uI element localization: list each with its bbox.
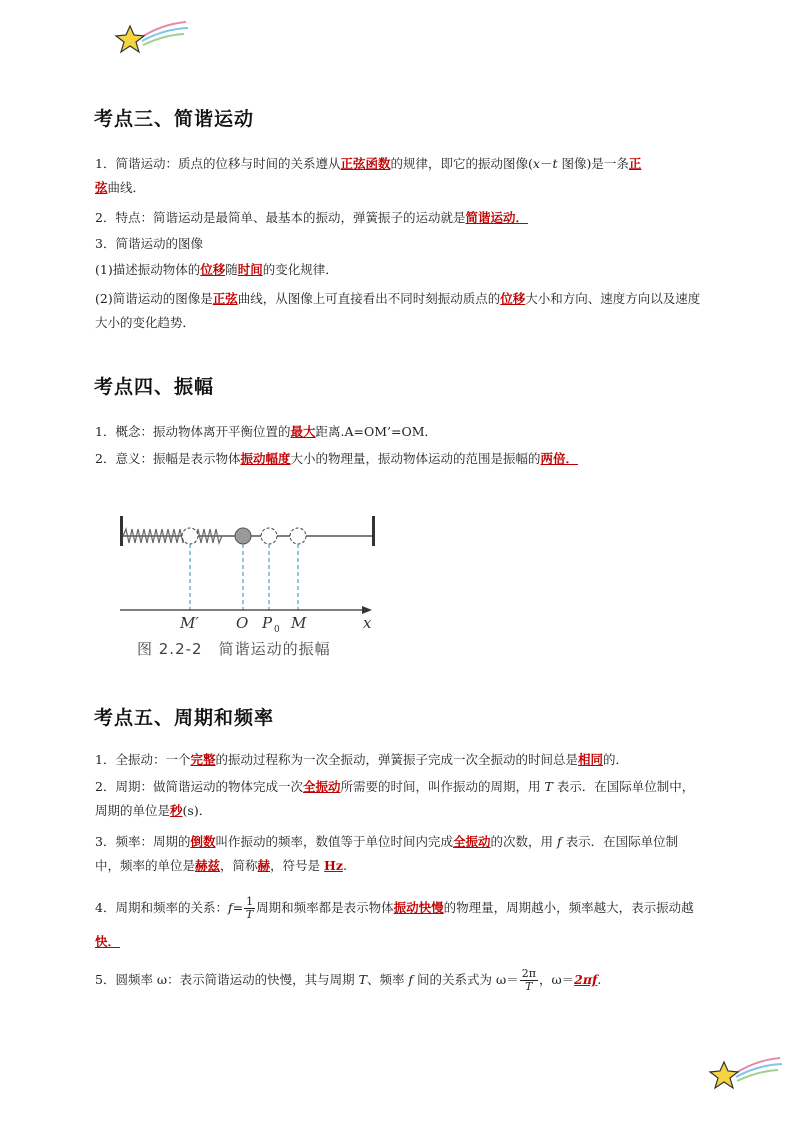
label-m-prime: M′	[180, 614, 199, 632]
oscillator-ball	[235, 528, 251, 544]
x-axis-arrow	[362, 606, 372, 614]
section5-paragraph-5: 5．圆频率 ω：表示简谐运动的快慢，其与周期 T、频率 f 间的关系式为 ω＝ $\frac{2\pi}{T}$ ，ω＝2πf.	[95, 967, 602, 993]
label-p-subscript: 0	[274, 625, 280, 635]
section3-paragraph-1: 1．简谐运动：质点的位移与时间的关系遵从正弦函数的规律，即它的振动图像(x－t 图像)是一条正 弦曲线．	[95, 156, 642, 195]
shooting-star-icon	[112, 18, 192, 58]
section4-paragraph-1: 1．概念：振动物体离开平衡位置的最大距离.A=OM’=OM．	[95, 424, 437, 439]
position-m-circle	[290, 528, 306, 544]
section5-paragraph-1: 1．全振动：一个完整的振动过程称为一次全振动，弹簧振子完成一次全振动的时间总是相同的．	[95, 752, 629, 767]
section4-paragraph-2: 2．意义：振幅是表示物体振动幅度大小的物理量，振动物体运动的范围是振幅的两倍．	[95, 451, 579, 466]
shooting-star-icon	[706, 1054, 786, 1094]
section5-paragraph-2: 2．周期：做简谐运动的物体完成一次全振动所需要的时间，叫作振动的周期，用 T 表示．在国际单位制中，周期的单位是秒(s)．	[95, 779, 695, 818]
label-m: M	[291, 614, 307, 632]
section3-paragraph-4: (1)描述振动物体的位移随时间的变化规律．	[95, 262, 338, 277]
label-o: O	[236, 614, 249, 632]
section3-title: 考点三、简谐运动	[94, 108, 255, 130]
position-p0-circle	[261, 528, 277, 544]
fraction-2pi-over-t: $\frac{2\pi}{T}$	[521, 967, 536, 993]
left-wall	[120, 516, 123, 546]
position-m-prime-circle	[182, 528, 198, 544]
label-x: x	[363, 614, 372, 632]
section3-paragraph-5: (2)简谐运动的图像是正弦曲线，从图像上可直接看出不同时刻振动质点的位移大小和方向、速度方向以及速度大小的变化趋势．	[95, 291, 701, 330]
label-p: P	[262, 614, 273, 632]
fraction-1-over-t: $\frac{1}{T}$	[245, 895, 254, 921]
section5-title: 考点五、周期和频率	[94, 707, 275, 729]
section3-paragraph-2: 2．特点：简谐运动是最简单、最基本的振动，弹簧振子的运动就是简谐运动．	[95, 210, 528, 225]
section5-paragraph-4: 4．周期和频率的关系：f= $\frac{1}{T}$ 周期和频率都是表示物体振动快慢的物理量，周期越小，频率越大，表示振动越快．	[95, 895, 694, 949]
section4-title: 考点四、振幅	[94, 376, 215, 398]
section5-paragraph-3: 3．频率：周期的倒数叫作振动的频率，数值等于单位时间内完成全振动的次数，用 f 表示．在国际单位制中，频率的单位是赫兹，简称赫，符号是 Hz.	[95, 834, 679, 873]
section3-paragraph-3: 3．简谐运动的图像	[95, 236, 203, 251]
figure-caption: 图 2.2-2 简谐运动的振幅	[137, 640, 331, 658]
right-wall	[372, 516, 375, 546]
